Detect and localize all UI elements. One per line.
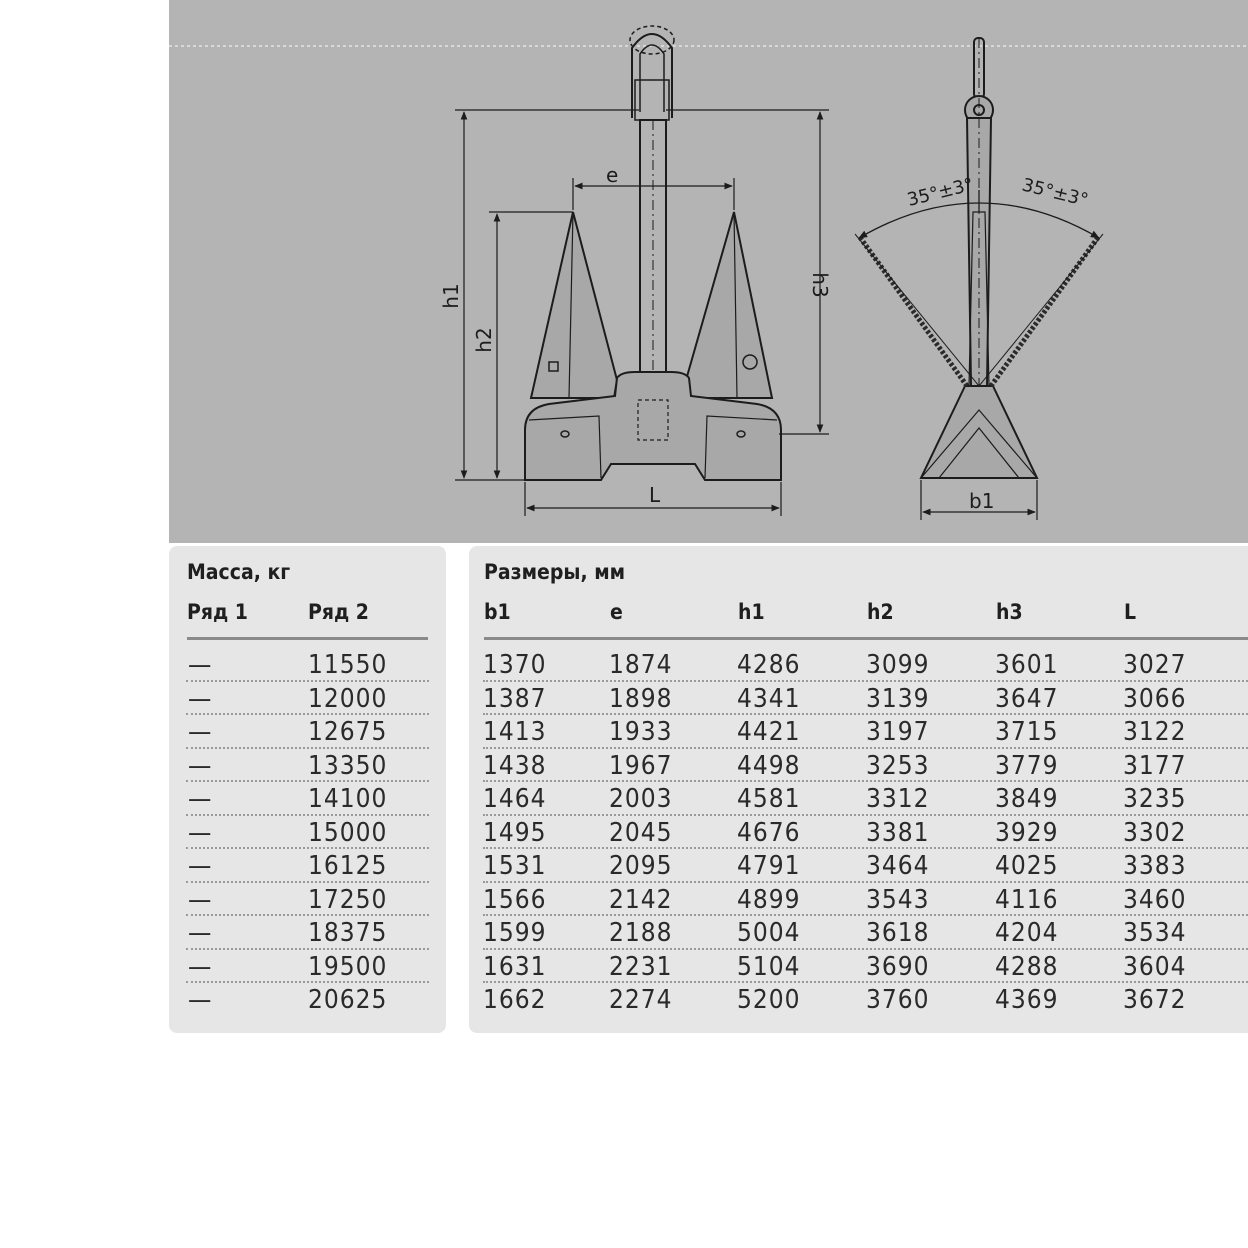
cell-h2: 3312: [866, 784, 930, 814]
cell-h3: 4288: [995, 951, 1059, 982]
cell-h1: 4421: [737, 717, 801, 747]
cell-b1: 1495: [483, 817, 547, 848]
cell-row1-mass: —: [188, 784, 213, 814]
cell-e: 1933: [609, 717, 673, 747]
cell-h2: 3618: [866, 918, 930, 948]
cell-h3: 4116: [995, 884, 1059, 915]
table-row: [186, 883, 429, 917]
col-head-L: L: [1124, 600, 1137, 624]
table-row: [483, 782, 1248, 816]
table-row: [186, 682, 429, 716]
cell-row2-mass: 12000: [308, 683, 388, 714]
cell-row2-mass: 15000: [308, 817, 388, 848]
table-row: [483, 916, 1248, 950]
cell-L: 3027: [1123, 650, 1187, 680]
cell-h2: 3099: [866, 650, 930, 680]
cell-row2-mass: 16125: [308, 851, 388, 881]
table-row: [186, 950, 429, 984]
cell-row2-mass: 12675: [308, 717, 388, 747]
cell-e: 2003: [609, 784, 673, 814]
cell-L: 3302: [1123, 817, 1187, 848]
table-row: [483, 883, 1248, 917]
cell-row1-mass: —: [188, 884, 213, 915]
cell-h1: 5200: [737, 985, 801, 1015]
cell-e: 2188: [609, 918, 673, 948]
cell-row2-mass: 13350: [308, 750, 388, 781]
col-head-b1: b1: [484, 600, 511, 624]
cell-row1-mass: —: [188, 650, 213, 680]
cell-L: 3604: [1123, 951, 1187, 982]
table-row: [186, 849, 429, 883]
cell-row1-mass: —: [188, 851, 213, 881]
mass-table-panel: [169, 546, 446, 1033]
label-h2: h2: [472, 327, 496, 353]
label-h1: h1: [439, 283, 463, 309]
cell-h1: 4341: [737, 683, 801, 714]
cell-h2: 3464: [866, 851, 930, 881]
table-row: [186, 749, 429, 783]
table-row: [186, 715, 429, 749]
cell-h1: 4899: [737, 884, 801, 915]
cell-e: 2231: [609, 951, 673, 982]
anchor-side-view: [855, 38, 1103, 478]
cell-b1: 1387: [483, 683, 547, 714]
cell-h1: 4498: [737, 750, 801, 781]
cell-h1: 4286: [737, 650, 801, 680]
label-angle-left: 35°±3°: [905, 174, 976, 211]
cell-h2: 3197: [866, 717, 930, 747]
table-row: [483, 950, 1248, 984]
cell-b1: 1370: [483, 650, 547, 680]
mass-table-rows: [169, 648, 446, 1017]
cell-L: 3177: [1123, 750, 1187, 781]
cell-b1: 1438: [483, 750, 547, 781]
cell-b1: 1631: [483, 951, 547, 982]
cell-row2-mass: 18375: [308, 918, 388, 948]
cell-row2-mass: 20625: [308, 985, 388, 1015]
table-row: [186, 916, 429, 950]
label-b1: b1: [969, 489, 995, 513]
cell-L: 3066: [1123, 683, 1187, 714]
cell-h1: 4581: [737, 784, 801, 814]
cell-e: 1874: [609, 650, 673, 680]
cell-L: 3672: [1123, 985, 1187, 1015]
cell-e: 2274: [609, 985, 673, 1015]
cell-row2-mass: 14100: [308, 784, 388, 814]
cell-e: 2095: [609, 851, 673, 881]
cell-h3: 3929: [995, 817, 1059, 848]
cell-row2-mass: 19500: [308, 951, 388, 982]
anchor-drawing-panel: [169, 0, 1248, 543]
col-head-row1: Ряд 1: [187, 600, 248, 624]
table-row: [483, 983, 1248, 1017]
cell-e: 1967: [609, 750, 673, 781]
cell-e: 1898: [609, 683, 673, 714]
col-head-h3: h3: [996, 600, 1023, 624]
table-row: [483, 648, 1248, 682]
cell-h2: 3543: [866, 884, 930, 915]
cell-L: 3383: [1123, 851, 1187, 881]
cell-row1-mass: —: [188, 683, 213, 714]
cell-b1: 1531: [483, 851, 547, 881]
cell-row2-mass: 17250: [308, 884, 388, 915]
table-row: [186, 816, 429, 850]
cell-h3: 3849: [995, 784, 1059, 814]
table-row: [483, 715, 1248, 749]
cell-h3: 3715: [995, 717, 1059, 747]
mass-header-rule: [187, 637, 428, 640]
cell-e: 2142: [609, 884, 673, 915]
table-row: [483, 749, 1248, 783]
cell-L: 3534: [1123, 918, 1187, 948]
cell-L: 3235: [1123, 784, 1187, 814]
cell-h3: 3647: [995, 683, 1059, 714]
cell-h3: 3601: [995, 650, 1059, 680]
table-row: [186, 782, 429, 816]
cell-row1-mass: —: [188, 985, 213, 1015]
dims-table-title: Размеры, мм: [484, 560, 626, 584]
cell-b1: 1662: [483, 985, 547, 1015]
cell-h3: 4025: [995, 851, 1059, 881]
label-e: e: [606, 163, 619, 187]
label-angle-right: 35°±3°: [1019, 174, 1091, 212]
cell-h1: 4791: [737, 851, 801, 881]
cell-b1: 1599: [483, 918, 547, 948]
cell-row1-mass: —: [188, 717, 213, 747]
table-row: [483, 682, 1248, 716]
table-row: [483, 849, 1248, 883]
table-row: [483, 816, 1248, 850]
cell-h2: 3690: [866, 951, 930, 982]
anchor-front-view: [525, 26, 781, 480]
cell-row1-mass: —: [188, 951, 213, 982]
dims-table-rows: [469, 648, 1248, 1017]
cell-h2: 3760: [866, 985, 930, 1015]
label-h3: h3: [808, 272, 832, 298]
cell-h1: 4676: [737, 817, 801, 848]
mass-table-title: Масса, кг: [187, 560, 291, 584]
cell-h3: 3779: [995, 750, 1059, 781]
cell-b1: 1413: [483, 717, 547, 747]
cell-h3: 4369: [995, 985, 1059, 1015]
cell-b1: 1566: [483, 884, 547, 915]
cell-h3: 4204: [995, 918, 1059, 948]
cell-h2: 3139: [866, 683, 930, 714]
col-head-h2: h2: [867, 600, 894, 624]
cell-h2: 3253: [866, 750, 930, 781]
cell-L: 3460: [1123, 884, 1187, 915]
cell-e: 2045: [609, 817, 673, 848]
col-head-h1: h1: [738, 600, 765, 624]
cell-b1: 1464: [483, 784, 547, 814]
table-row: [186, 983, 429, 1017]
cell-L: 3122: [1123, 717, 1187, 747]
cell-h1: 5004: [737, 918, 801, 948]
label-L: L: [649, 483, 661, 507]
anchor-technical-drawing: [169, 0, 1248, 543]
cell-h2: 3381: [866, 817, 930, 848]
col-head-e: e: [610, 600, 623, 624]
dims-header-rule: [484, 637, 1248, 640]
table-row: [186, 648, 429, 682]
cell-h1: 5104: [737, 951, 801, 982]
cell-row1-mass: —: [188, 817, 213, 848]
cell-row2-mass: 11550: [308, 650, 388, 680]
dimensions-table-panel: [469, 546, 1248, 1033]
col-head-row2: Ряд 2: [308, 600, 369, 624]
cell-row1-mass: —: [188, 750, 213, 781]
cell-row1-mass: —: [188, 918, 213, 948]
